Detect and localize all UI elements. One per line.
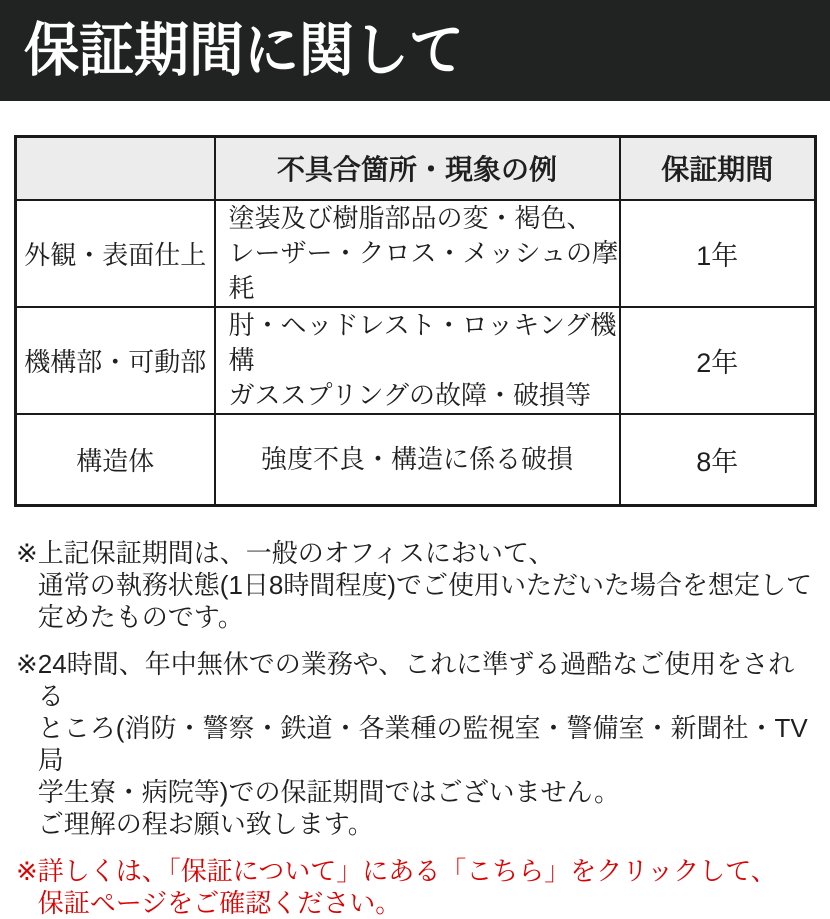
period-cell: 2年 <box>620 307 816 414</box>
table-row-appearance <box>16 200 816 307</box>
header-cell-category <box>16 137 215 200</box>
category-cell: 外観・表面仕上 <box>16 200 215 307</box>
table-row-mechanism <box>16 307 816 414</box>
notes-section <box>16 537 814 919</box>
header-cell-period: 保証期間 <box>620 137 816 200</box>
note-line: ご理解の程お願い致します。 <box>37 809 374 839</box>
note-line: 定めたものです。 <box>37 602 244 632</box>
note-heavy-use-exclusion <box>16 648 814 840</box>
example-line: ガススプリングの故障・破損等 <box>228 379 591 410</box>
examples-cell <box>215 414 620 506</box>
table-row-structure <box>16 414 816 506</box>
period-cell: 1年 <box>620 200 816 307</box>
note-usage-assumption <box>16 537 814 633</box>
category-cell: 構造体 <box>16 414 215 506</box>
note-line: 学生寮・病院等)での保証期間ではございません。 <box>37 777 621 807</box>
reference-mark: ※ <box>16 856 38 886</box>
note-text <box>38 537 814 633</box>
example-line: 塗装及び樹脂部品の変・褐色、 <box>228 202 593 233</box>
example-line: 強度不良・構造に係る破損 <box>260 443 573 474</box>
examples-cell <box>215 200 620 307</box>
note-line: 上記保証期間は、一般のオフィスにおいて、 <box>37 538 555 568</box>
page-title: 保証期間に関して <box>24 17 465 83</box>
note-line: 保証ページをご確認ください。 <box>37 888 402 918</box>
examples-cell <box>215 307 620 414</box>
page-header-banner <box>0 0 830 101</box>
category-cell: 機構部・可動部 <box>16 307 215 414</box>
note-text <box>38 648 814 840</box>
period-cell: 8年 <box>620 414 816 506</box>
note-line: 詳しくは、「保証について」にある「こちら」をクリックして、 <box>37 856 777 886</box>
note-warranty-page-link <box>16 855 814 919</box>
warranty-table <box>14 135 817 507</box>
note-line: 24時間、年中無休での業務や、これに準ずる過酷なご使用をされる <box>37 649 795 711</box>
table-header-row <box>16 137 816 200</box>
reference-mark: ※ <box>16 649 38 679</box>
example-line: レーザー・クロス・メッシュの摩耗 <box>228 237 618 303</box>
example-line: 肘・ヘッドレスト・ロッキング機構 <box>228 309 617 375</box>
note-line: ところ(消防・警察・鉄道・各業種の監視室・警備室・新聞社・TV局 <box>37 713 808 775</box>
note-line: 通常の執務状態(1日8時間程度)でご使用いただいた場合を想定して <box>37 570 813 600</box>
header-cell-examples: 不具合箇所・現象の例 <box>215 137 620 200</box>
note-text <box>38 855 814 919</box>
reference-mark: ※ <box>16 538 38 568</box>
